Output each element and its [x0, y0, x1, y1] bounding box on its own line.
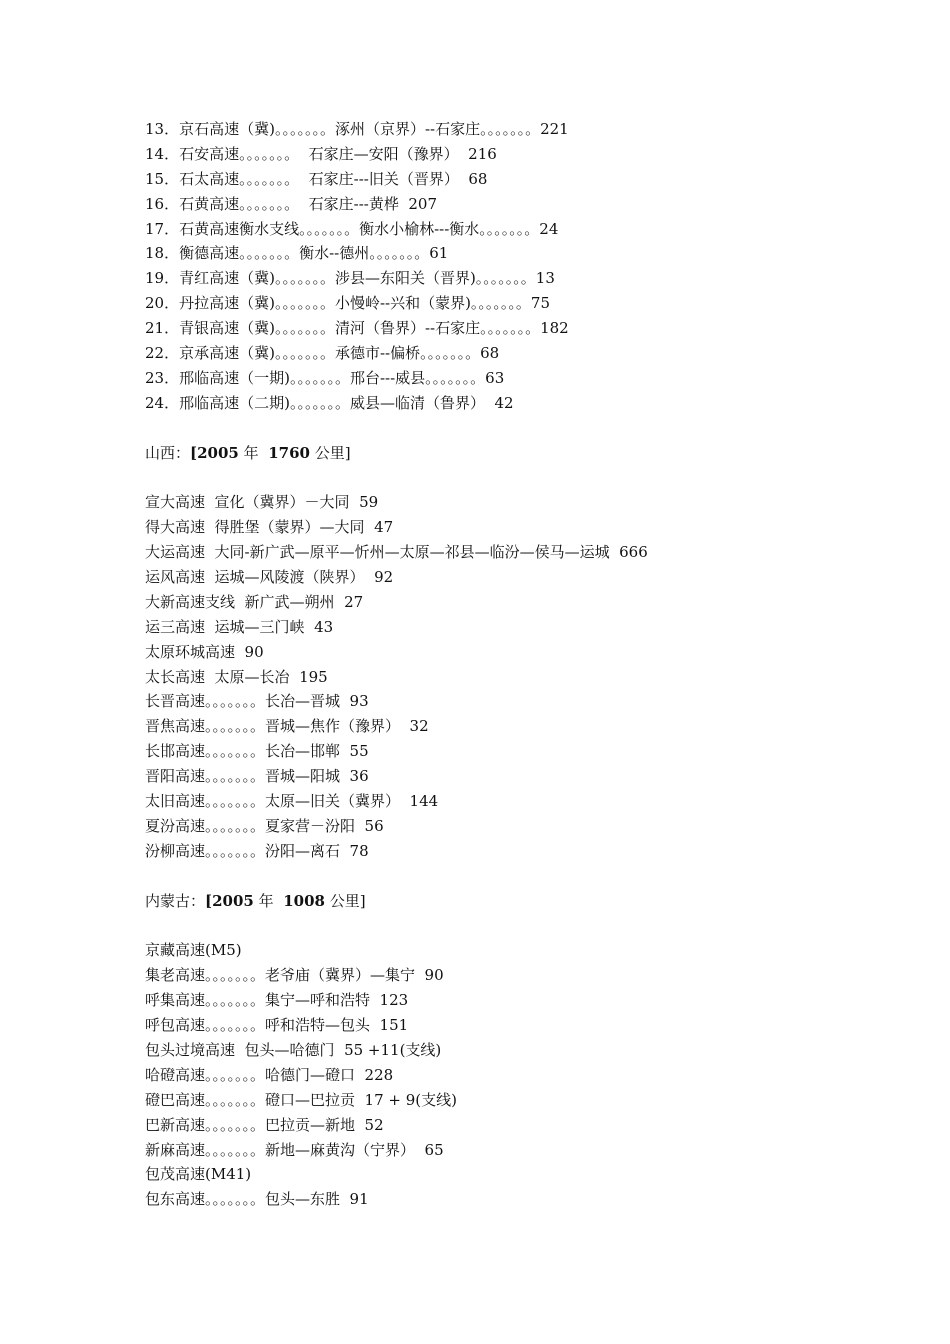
- route-line: 22．京承高速（冀)。。。。。。。承德市--偏桥。。。。。。。68: [145, 344, 500, 363]
- route-line: 16．石黄高速。。。。。。。 石家庄---黄桦 207: [145, 194, 437, 213]
- route-line: 15．石太高速。。。。。。。 石家庄---旧关（晋界） 68: [145, 169, 488, 188]
- route-line: 得大高速 得胜堡（蒙界）—大同 47: [145, 518, 394, 537]
- heading-year-unit: 年: [243, 443, 259, 462]
- heading-year-unit: 年: [258, 891, 274, 910]
- heading-prefix: 内蒙古：: [145, 891, 206, 910]
- route-line: 宣大高速 宣化（冀界）－大同 59: [145, 493, 379, 512]
- route-line: 夏汾高速。。。。。。。夏家营－汾阳 56: [145, 816, 384, 835]
- shanxi-route-list: [145, 490, 925, 863]
- route-line: 晋焦高速。。。。。。。晋城—焦作（豫界） 32: [145, 717, 429, 736]
- route-line: 20．丹拉高速（冀)。。。。。。。小慢岭--兴和（蒙界)。。。。。。。75: [145, 294, 551, 313]
- neimenggu-route-list: [145, 938, 925, 1212]
- route-line: 19．青红高速（冀)。。。。。。。涉县—东阳关（晋界)。。。。。。。13: [145, 269, 555, 288]
- route-line: 太长高速 太原—长冶 195: [145, 667, 328, 686]
- hebei-route-list: [145, 117, 925, 416]
- route-line: 14．石安高速。。。。。。。 石家庄—安阳（豫界） 216: [145, 144, 497, 163]
- route-line: 晋阳高速。。。。。。。晋城—阳城 36: [145, 767, 369, 786]
- route-line: 包头过境高速 包头—哈德门 55 +11(支线): [145, 1040, 442, 1059]
- route-line: 17．石黄高速衡水支线。。。。。。。衡水小榆林---衡水。。。。。。。24: [145, 219, 559, 238]
- route-line: 巴新高速。。。。。。。巴拉贡—新地 52: [145, 1115, 384, 1134]
- neimenggu-section-heading: [145, 889, 925, 914]
- heading-length: 1008: [283, 891, 325, 910]
- heading-prefix: 山西：: [145, 443, 191, 462]
- route-line: 18．衡德高速。。。。。。。衡水--德州。。。。。。。61: [145, 244, 449, 263]
- route-line: 新麻高速。。。。。。。新地—麻黄沟（宁界） 65: [145, 1140, 444, 1159]
- shanxi-section-heading: [145, 441, 925, 466]
- route-line: 太旧高速。。。。。。。太原—旧关（冀界） 144: [145, 792, 439, 811]
- route-line: 磴巴高速。。。。。。。磴口—巴拉贡 17 + 9(支线): [145, 1090, 457, 1109]
- route-line: 21．青银高速（冀)。。。。。。。清河（鲁界）--石家庄。。。。。。。182: [145, 319, 569, 338]
- route-line: 13．京石高速（冀)。。。。。。。涿州（京界）--石家庄。。。。。。。221: [145, 120, 569, 138]
- route-line: 包东高速。。。。。。。包头—东胜 91: [145, 1190, 369, 1209]
- heading-year: [2005: [190, 443, 239, 462]
- route-line: 包茂高速(M41): [145, 1165, 252, 1184]
- route-line: 23．邢临高速（一期)。。。。。。。邢台---威县。。。。。。。63: [145, 368, 505, 387]
- route-line: 呼集高速。。。。。。。集宁—呼和浩特 123: [145, 991, 409, 1010]
- spacer: [145, 465, 925, 490]
- route-line: 长晋高速。。。。。。。长冶—晋城 93: [145, 692, 369, 711]
- route-line: 大运高速 大同-新广武—原平—忻州—太原—祁县—临汾—侯马—运城 666: [145, 543, 648, 562]
- route-line: 呼包高速。。。。。。。呼和浩特—包头 151: [145, 1016, 409, 1035]
- route-line: 长邯高速。。。。。。。长冶—邯郸 55: [145, 742, 369, 761]
- spacer: [145, 864, 925, 889]
- route-line: 京藏高速(M5): [145, 941, 242, 960]
- route-line: 集老高速。。。。。。。老爷庙（冀界）—集宁 90: [145, 966, 444, 985]
- route-line: 运风高速 运城—风陵渡（陕界） 92: [145, 568, 394, 587]
- document-page: [145, 117, 925, 1212]
- route-line: 运三高速 运城—三门峡 43: [145, 617, 334, 636]
- route-line: 24．邢临高速（二期)。。。。。。。威县—临清（鲁界） 42: [145, 393, 514, 412]
- heading-length-unit: 公里]: [314, 443, 351, 462]
- route-line: 大新高速支线 新广武—朔州 27: [145, 592, 364, 611]
- route-line: 哈磴高速。。。。。。。哈德门—磴口 228: [145, 1065, 394, 1084]
- heading-length: 1760: [268, 443, 310, 462]
- heading-length-unit: 公里]: [329, 891, 366, 910]
- route-line: 太原环城高速 90: [145, 642, 264, 661]
- spacer: [145, 914, 925, 939]
- spacer: [145, 416, 925, 441]
- route-line: 汾柳高速。。。。。。。汾阳—离石 78: [145, 841, 369, 860]
- heading-year: [2005: [205, 891, 254, 910]
